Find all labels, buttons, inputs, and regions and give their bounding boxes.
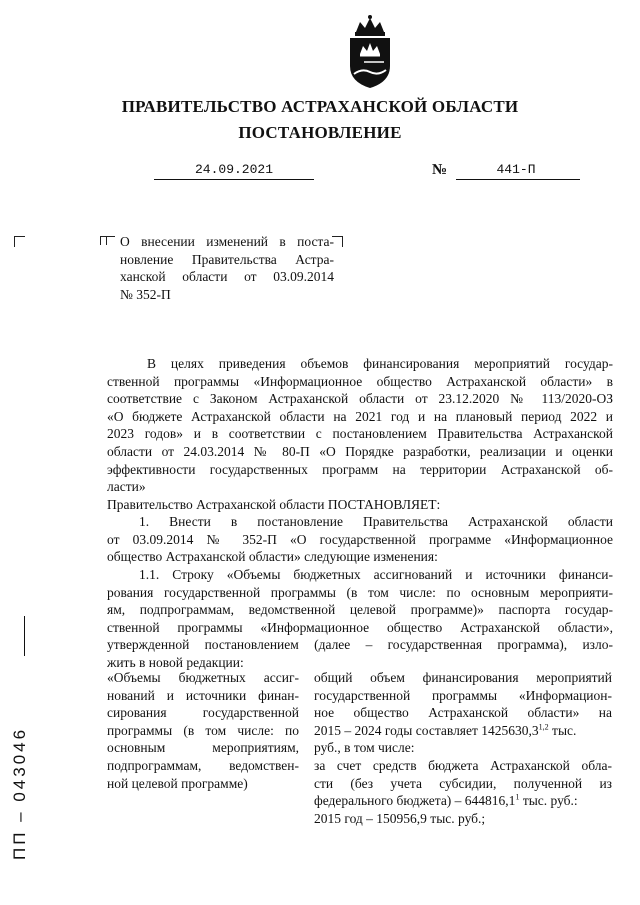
table-right-line: [314, 792, 612, 810]
item-1: [107, 513, 613, 566]
preamble-line: «О бюджете Астраханской области на 2021 год и на плановый период 2022 и: [107, 408, 613, 424]
margin-line: [24, 616, 25, 656]
table-left-line: «Объемы бюджетных ассиг-: [107, 670, 299, 685]
preamble-line: В целях приведения объемов финансирования мероприятий государ-: [147, 356, 613, 371]
item-1-line: от 03.09.2014 № 352-П «О государственной программе «Информационное: [107, 531, 613, 547]
corner-mark: [14, 236, 25, 247]
regional-amount-text: федерального бюджета) – 644816,1: [314, 793, 516, 809]
table-right-line: за счет средств бюджета Астраханской обла-: [314, 757, 612, 773]
footnote-ref: 1: [515, 792, 520, 802]
document-type: ПОСТАНОВЛЕНИЕ: [238, 123, 402, 142]
unit-text: тыс.: [548, 722, 577, 738]
decree-number: 441-П: [496, 162, 536, 177]
table-right-line: [314, 722, 612, 740]
corner-mark: [106, 236, 115, 245]
subject-line: О внесении изменений в поста-: [120, 234, 334, 249]
item-1-line: общество Астраханской области» следующие изменения:: [107, 549, 438, 565]
preamble-line: области от 24.03.2014 № 80-П «О Порядке разработки, реализации и оценки: [107, 443, 613, 459]
table-right-line: руб., в том числе:: [314, 740, 415, 756]
subject-line: новление Правительства Астра-: [120, 251, 334, 267]
item-1-1-line: ям, подпрограммам, ведомственной целевой программе)» паспорта государ-: [107, 602, 613, 618]
total-amount-text: 2015 – 2024 годы составляет 1425630,3: [314, 722, 539, 738]
subject-line: № 352-П: [120, 286, 171, 302]
item-1-line: 1. Внести в постановление Правительства Астраханской области: [139, 514, 613, 529]
decree-date: 24.09.2021: [194, 162, 273, 177]
footnote-ref: 1,2: [538, 722, 549, 732]
subject-line: ханской области от 03.09.2014: [120, 269, 334, 284]
table-left-line: нований и источники финан-: [107, 687, 299, 703]
form-serial-number: ПП – 043046: [10, 726, 29, 860]
table-left-line: сирования государственной: [107, 705, 299, 721]
table-left-line: ной целевой программе): [107, 775, 248, 791]
table-right-column: [314, 669, 612, 827]
decree-statement: Правительство Астраханской области ПОСТАНОВЛЯЕТ:: [107, 496, 441, 512]
table-left-column: [107, 669, 299, 792]
item-1-1-line: утвержденной постановлением (далее – государственная программа), изло-: [107, 637, 613, 653]
number-sign: №: [432, 162, 448, 178]
item-1-1: [107, 566, 613, 672]
government-title: ПРАВИТЕЛЬСТВО АСТРАХАНСКОЙ ОБЛАСТИ: [121, 97, 519, 116]
item-1-1-line: ственной программы «Информационное общество Астраханской области»,: [107, 619, 613, 635]
preamble-line: 2023 годов» и в соответствии с постановлением Правительства Астраханской: [107, 426, 613, 442]
table-left-line: подпрограммам, ведомствен-: [107, 757, 299, 773]
preamble: [107, 355, 613, 513]
unit-text: тыс. руб.:: [519, 793, 578, 809]
item-1-1-line: рования государственной программы (в том числе: по основным мероприяти-: [107, 584, 613, 600]
table-right-line: государственной программы «Информацион-: [314, 687, 612, 703]
preamble-line: ственной программы «Информационное общество Астраханской области» в: [107, 373, 613, 389]
preamble-line: эффективности государственных программ на территории Астраханской об-: [107, 461, 613, 477]
table-right-line: общий объем финансирования мероприятий: [314, 670, 612, 685]
table-right-line: ное общество Астраханской области» на: [314, 705, 612, 721]
table-right-line: сти (без учета субсидии, полученной из: [314, 775, 612, 791]
date-underline: [154, 179, 314, 180]
table-left-line: программы (в том числе: по: [107, 722, 299, 738]
preamble-line: соответствие с Законом Астраханской области от 23.12.2020 № 113/2020-ОЗ: [107, 391, 613, 407]
item-1-1-line: жить в новой редакции:: [107, 654, 244, 670]
item-1-1-line: 1.1. Строку «Объемы бюджетных ассигнований и источники финанси-: [139, 567, 613, 582]
preamble-line: ласти»: [107, 479, 146, 495]
decree-subject: [120, 233, 334, 303]
coat-of-arms-icon: [340, 14, 400, 90]
table-right-line: 2015 год – 150956,9 тыс. руб.;: [314, 810, 486, 826]
table-left-line: основным мероприятиям,: [107, 740, 299, 756]
number-underline: [456, 179, 580, 180]
